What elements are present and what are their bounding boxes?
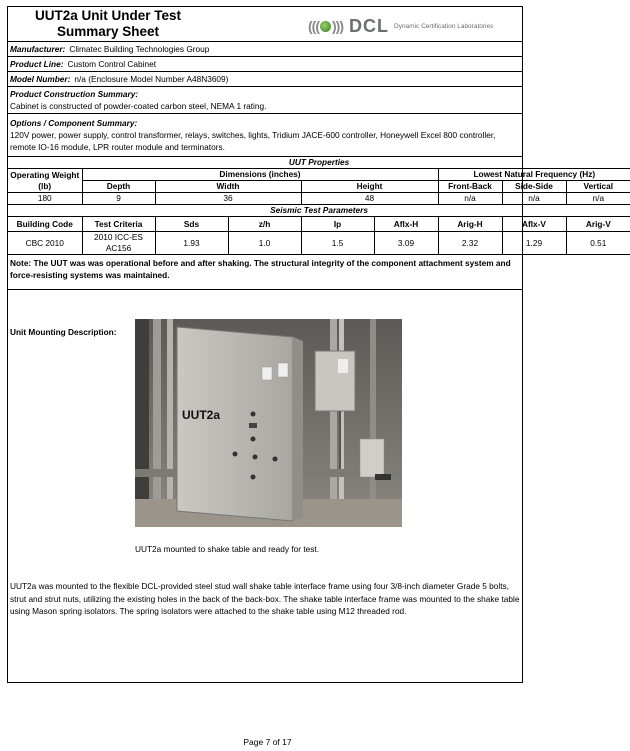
mounting-description: UUT2a was mounted to the flexible DCL-provided steel stud wall shake table interface frame using four 3/8-inch diameter Grade 5 bolts, strut and strut nuts, utilizing the existing holes in the back of the back-box. The shake table interface frame was mounted to the shake table using Mason spring isolators. The spring isolators were attached to the shake table using M12 threaded rod.: [10, 581, 520, 616]
logo-waves-left-icon: (((: [308, 18, 319, 34]
construction-row: [8, 87, 522, 114]
vertical-value: n/a: [566, 193, 630, 205]
photo-label: UUT2a: [182, 408, 221, 422]
height-header: Height: [301, 181, 438, 193]
title-line-2: Summary Sheet: [56, 24, 160, 39]
aflx-v-header: Aflx-V: [502, 217, 566, 232]
model-row: [8, 72, 522, 87]
zh-header: z/h: [228, 217, 301, 232]
ip-value: 1.5: [301, 232, 374, 255]
front-back-header: Front-Back: [438, 181, 502, 193]
depth-value: 9: [82, 193, 155, 205]
options-label: Options / Component Summary:: [10, 118, 138, 128]
page-title: [8, 8, 208, 40]
ip-header: Ip: [301, 217, 374, 232]
width-header: Width: [155, 181, 301, 193]
test-criteria-value: 2010 ICC-ES AC156: [82, 232, 155, 255]
product-line-value: Custom Control Cabinet: [67, 59, 157, 69]
frequency-header: Lowest Natural Frequency (Hz): [438, 169, 630, 181]
side-side-header: Side-Side: [502, 181, 566, 193]
mounting-label: Unit Mounting Description:: [10, 327, 117, 337]
arig-h-value: 2.32: [438, 232, 502, 255]
options-value: 120V power, power supply, control transformer, relays, switches, lights, Tridium JACE-600 controller, Honeywell Excel 800 controller, remote IO-16 module, LPR router module and terminators.: [10, 130, 496, 152]
note-text: Note: The UUT was was operational before and after shaking. The structural integrity of the component attachment system and force-resisting systems was maintained.: [8, 255, 522, 290]
summary-sheet: [7, 6, 614, 683]
manufacturer-label: Manufacturer:: [10, 44, 66, 54]
uut-properties-title: UUT Properties: [8, 157, 630, 169]
depth-header: Depth: [82, 181, 155, 193]
logo-dot-icon: [320, 21, 331, 32]
manufacturer-value: Climatec Building Technologies Group: [69, 44, 210, 54]
arig-v-value: 0.51: [566, 232, 630, 255]
seismic-title: Seismic Test Parameters: [8, 205, 630, 217]
weight-header: Operating Weight (lb): [8, 169, 82, 193]
page-number: Page 7 of 17: [243, 737, 292, 747]
construction-value: Cabinet is constructed of powder-coated carbon steel, NEMA 1 rating.: [10, 101, 267, 111]
zh-value: 1.0: [228, 232, 301, 255]
mounting-section: [8, 290, 522, 663]
title-line-1: UUT2a Unit Under Test: [34, 8, 181, 23]
product-line-row: [8, 57, 522, 72]
side-side-value: n/a: [502, 193, 566, 205]
photo-caption: UUT2a mounted to shake table and ready for test.: [135, 544, 320, 554]
model-label: Model Number:: [10, 74, 71, 84]
weight-value: 180: [8, 193, 82, 205]
model-value: n/a (Enclosure Model Number A48N3609): [74, 74, 229, 84]
logo-waves-right-icon: ))): [332, 18, 343, 34]
sds-header: Sds: [155, 217, 228, 232]
uut-photo: [135, 319, 402, 527]
building-code-value: CBC 2010: [8, 232, 82, 255]
building-code-header: Building Code: [8, 217, 82, 232]
product-line-label: Product Line:: [10, 59, 64, 69]
logo-tagline: Dynamic Certification Laboratories: [394, 22, 494, 30]
dcl-logo: [308, 16, 493, 36]
arig-v-header: Arig-V: [566, 217, 630, 232]
construction-label: Product Construction Summary:: [10, 89, 139, 99]
width-value: 36: [155, 193, 301, 205]
sds-value: 1.93: [155, 232, 228, 255]
uut-photo-image: [135, 319, 402, 527]
aflx-h-value: 3.09: [374, 232, 438, 255]
dimensions-header: Dimensions (inches): [82, 169, 438, 181]
logo-text: DCL: [349, 15, 389, 36]
front-back-value: n/a: [438, 193, 502, 205]
test-criteria-header: Test Criteria: [82, 217, 155, 232]
options-row: [8, 114, 522, 157]
uut-properties-table: [8, 157, 630, 255]
sheet-header: [8, 7, 522, 42]
manufacturer-row: [8, 42, 522, 57]
arig-h-header: Arig-H: [438, 217, 502, 232]
vertical-header: Vertical: [566, 181, 630, 193]
aflx-h-header: Aflx-H: [374, 217, 438, 232]
height-value: 48: [301, 193, 438, 205]
aflx-v-value: 1.29: [502, 232, 566, 255]
